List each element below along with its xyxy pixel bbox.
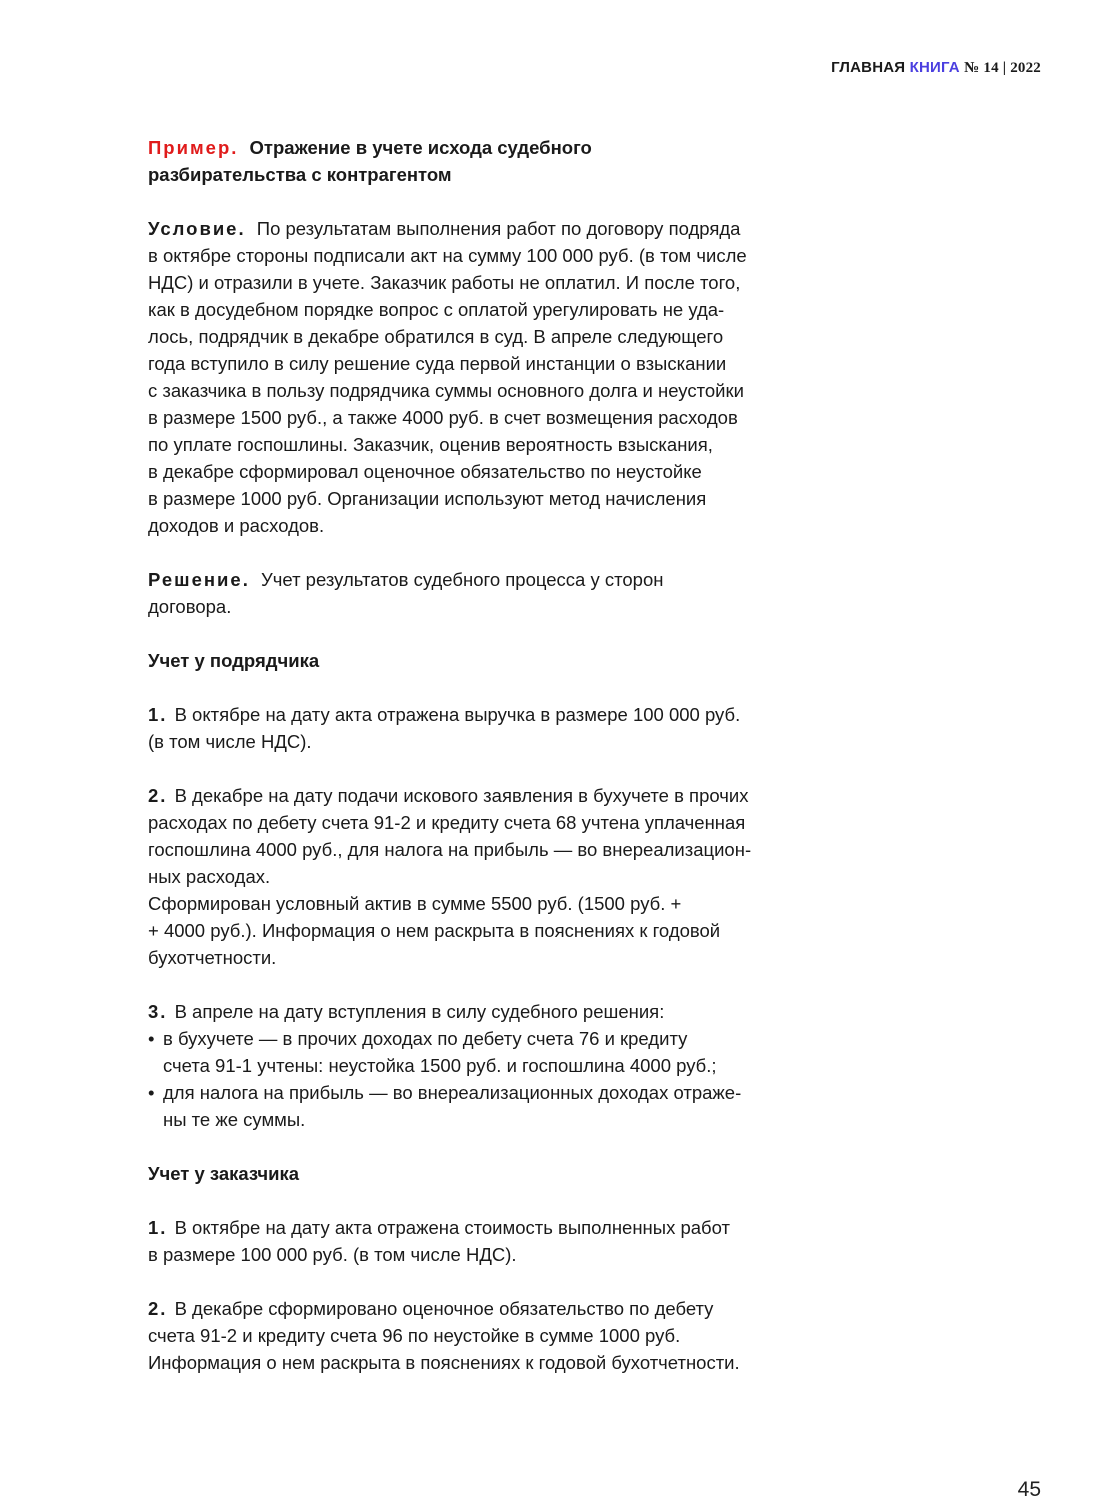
customer-item-2: 2. В декабре сформировано оценочное обязательство по дебету счета 91-2 и кредиту счета 96 по неустойке в сумме 1000 руб. Информация о нем раскрыта в пояснениях к годовой бухотчетности. [148,1298,740,1373]
article-content [148,134,788,1376]
header-title-part2: КНИГА [909,59,960,76]
header-issue: № 14 | 2022 [964,60,1041,76]
contractor-item-3-bullets [148,1025,788,1133]
solution-label: Решение. [148,569,250,590]
customer-item-1: 1. В октябре на дату акта отражена стоимость выполненных работ в размере 100 000 руб. (в том числе НДС). [148,1217,730,1265]
list-item: • для налога на прибыль — во внереализационных доходах отраже- ны те же суммы. [148,1079,788,1133]
header-title-part1: ГЛАВНАЯ [831,59,906,76]
condition-paragraph: Условие. По результатам выполнения работ по договору подряда в октябре стороны подписали акт на сумму 100 000 руб. (в том числе НДС) и отразили в учете. Заказчик работы не оплатил. И после того, как в досудебном порядке вопрос с оплатой урегулировать не уда- лось, подрядчик в декабре обратился в суд. В апреле следующего года вступило в силу решение суда первой инстанции о взыскании с заказчика в пользу подрядчика суммы основного долга и неустойки в размере 1500 руб., а также 4000 руб. в счет возмещения расходов по уплате госпошлины. Заказчик, оценив вероятность взыскания, в декабре сформировал оценочное обязательство по неустойке в размере 1000 руб. Организации используют метод начисления доходов и расходов. [148,218,747,536]
example-label: Пример. [148,137,239,158]
contractor-heading: Учет у подрядчика [148,650,320,671]
condition-label: Условие. [148,218,246,239]
contractor-item-1: 1. В октябре на дату акта отражена выручка в размере 100 000 руб. (в том числе НДС). [148,704,741,752]
contractor-item-3: 3. В апреле на дату вступления в силу судебного решения: [148,1001,665,1022]
customer-heading: Учет у заказчика [148,1163,300,1184]
page-number: 45 [1017,1478,1041,1501]
solution-paragraph: Решение. Учет результатов судебного процесса у сторон договора. [148,569,664,617]
example-title: Пример. Отражение в учете исхода судебного разбирательства с контрагентом [148,137,592,185]
magazine-header [831,59,1041,77]
list-item: • в бухучете — в прочих доходах по дебету счета 76 и кредиту счета 91-1 учтены: неустойка 1500 руб. и госпошлина 4000 руб.; [148,1025,788,1079]
contractor-item-2: 2. В декабре на дату подачи искового заявления в бухучете в прочих расходах по дебету счета 91-2 и кредиту счета 68 учтена уплаченная госпошлина 4000 руб., для налога на прибыль — во внереализацион- ных расходах. Сформирован условный актив в сумме 5500 руб. (1500 руб. + + 4000 руб.). Информация о нем раскрыта в пояснениях к годовой бухотчетности. [148,785,752,968]
